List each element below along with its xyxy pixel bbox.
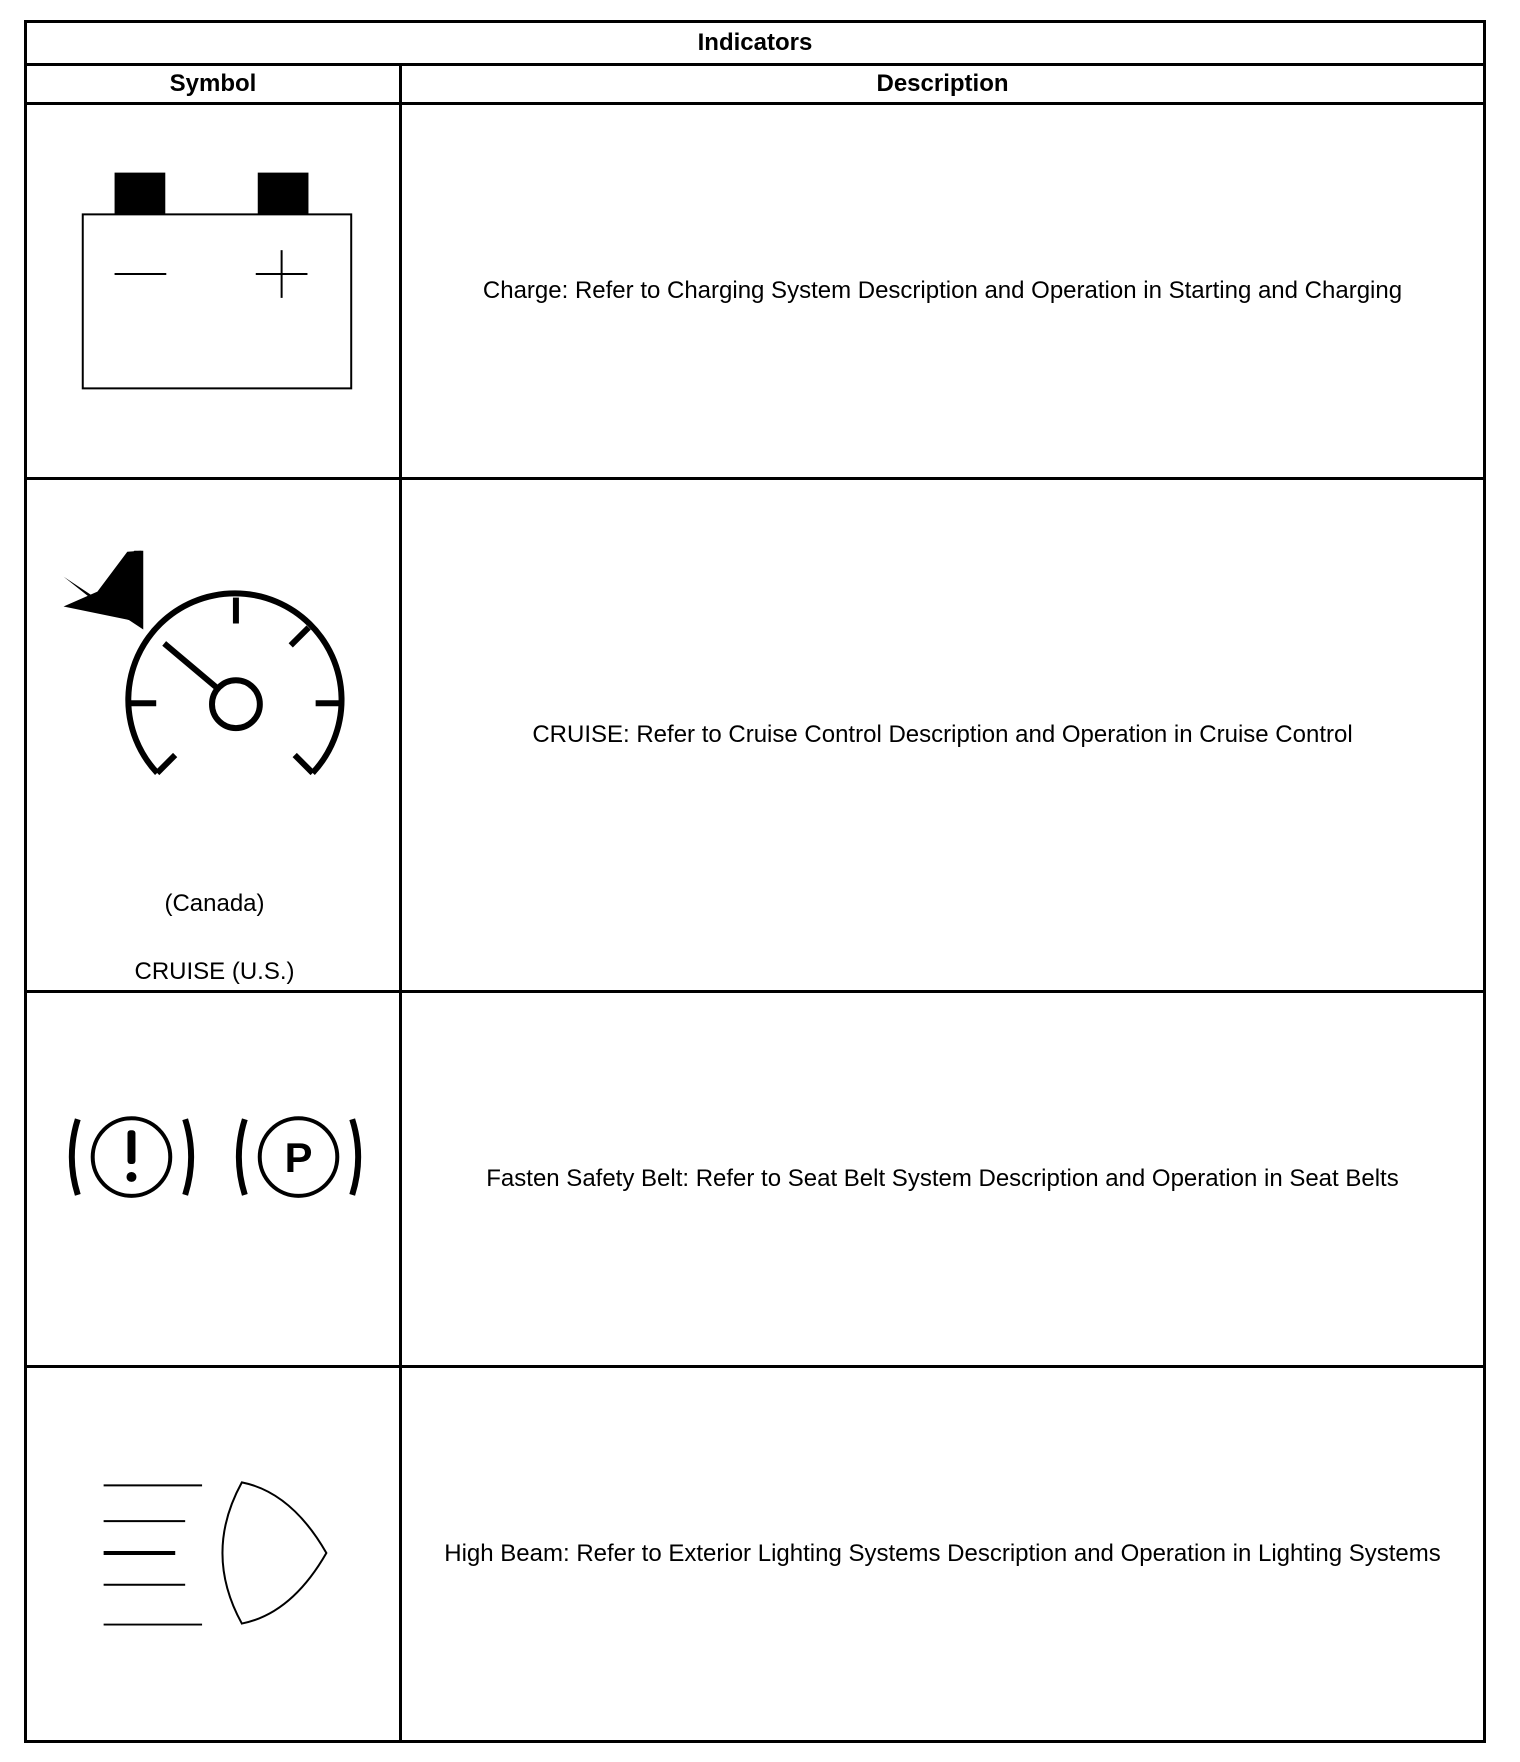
svg-text:P: P <box>284 1134 313 1182</box>
indicators-table <box>24 20 1486 1743</box>
park-brake-icon <box>239 1118 358 1196</box>
description-column-header: Description <box>401 65 1485 104</box>
table-row <box>26 104 1485 479</box>
table-header-row <box>26 65 1485 104</box>
symbol-column-header: Symbol <box>26 65 401 104</box>
brake-warning-icon <box>72 1118 191 1196</box>
table-row <box>26 992 1485 1367</box>
brake-warning-and-park-brake-icon <box>27 993 402 1365</box>
description-cell: Fasten Safety Belt: Refer to Seat Belt System Description and Operation in Seat Belts <box>401 992 1485 1367</box>
description-cell: High Beam: Refer to Exterior Lighting Systems Description and Operation in Lighting Systems <box>401 1367 1485 1742</box>
description-cell: CRUISE: Refer to Cruise Control Description and Operation in Cruise Control <box>401 479 1485 992</box>
table-title: Indicators <box>26 22 1485 65</box>
description-cell: Charge: Refer to Charging System Description and Operation in Starting and Charging <box>401 104 1485 479</box>
table-title-row <box>26 22 1485 65</box>
us-note: CRUISE (U.S.) <box>134 958 295 986</box>
canada-note: (Canada) <box>164 890 265 918</box>
symbol-cell <box>26 992 401 1367</box>
symbol-cell <box>26 479 401 992</box>
high-beam-icon <box>27 1368 402 1740</box>
table-row <box>26 479 1485 992</box>
table-row <box>26 1367 1485 1742</box>
symbol-cell <box>26 1367 401 1742</box>
battery-charge-icon <box>27 105 402 477</box>
symbol-cell <box>26 104 401 479</box>
